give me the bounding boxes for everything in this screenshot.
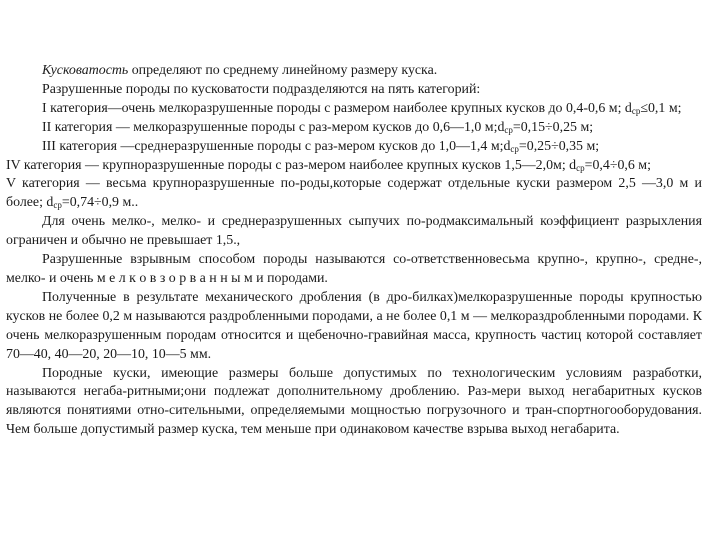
category-3-tail: =0,25÷0,35 м; bbox=[518, 138, 600, 154]
category-4-subscript: ср bbox=[576, 162, 585, 173]
category-4 bbox=[6, 157, 702, 176]
category-3 bbox=[6, 138, 702, 157]
category-2 bbox=[6, 119, 702, 138]
category-3-subscript: ср bbox=[510, 143, 519, 154]
category-4-text: IV категория — крупноразрушенные породы с раз-мером наиболее крупных кусков 1,5—2,0м; d bbox=[6, 157, 577, 173]
paragraph-intro bbox=[6, 62, 702, 81]
paragraph-oversize: Породные куски, имеющие размеры больше допустимых по технологическим условиям разработки, называются негаба-ритными;они подлежат дополнительному дроблению. Раз-мери выход негабаритных кусков являются понятиями отно-сительными, определяемыми мощностью погрузочного и тран-спортногооборудования. Чем больше допустимый размер куска, тем меньше при одинаковом качестве взрыва выход негабарита. bbox=[6, 365, 702, 438]
paragraph-crushing: Полученные в результате механического дробления (в дро-билках)мелкоразрушенные породы крупностью кусков не более 0,2 м называются раздробленными породами, а не более 0,1 м — мелкораздробленными породами. К очень мелкоразрушенным породам относится и щебеночно-гравийная масса, крупность частиц которой составляет 70—40, 40—20, 20—10, 10—5 мм. bbox=[6, 289, 702, 362]
category-2-subscript: ср bbox=[504, 124, 513, 135]
category-1 bbox=[6, 100, 702, 119]
paragraph-intro-text: определяют по среднему линейному размеру куска. bbox=[128, 63, 438, 78]
category-5-text: V категория — весьма крупноразрушенные по-роды,которые содержат отдельные куски размером 2,5 —3,0 м и более; d bbox=[6, 176, 702, 211]
paragraph-categories-intro: Разрушенные породы по кусковатости подразделяются на пять категорий: bbox=[42, 81, 481, 97]
category-5 bbox=[6, 175, 702, 213]
category-1-tail: ≤0,1 м; bbox=[640, 100, 682, 116]
category-1-text: I категория—очень мелкоразрушенные породы с размером наиболее крупных кусков до 0,4-0,6 м; d bbox=[42, 100, 632, 116]
document-page bbox=[6, 62, 702, 440]
category-3-text: III категория —среднеразрушенные породы с раз-мером кусков до 1,0—1,4 м;d bbox=[42, 138, 511, 154]
paragraph-loosening: Для очень мелко-, мелко- и среднеразрушенных сыпучих по-родмаксимальный коэффициент разрыхления ограничен и обычно не превышает 1,5., bbox=[6, 214, 702, 249]
term-kuskovatost: Кусковатость bbox=[42, 63, 129, 78]
category-1-subscript: ср bbox=[631, 105, 641, 116]
category-5-subscript: ср bbox=[53, 200, 62, 211]
paragraph-blasting: Разрушенные взрывным способом породы называются со-ответственновесьма крупно-, крупно-, средне-, мелко- и очень м е л к о в з о р в а н н ы м и породами. bbox=[6, 252, 702, 286]
category-2-tail: =0,15÷0,25 м; bbox=[512, 119, 594, 135]
category-2-text: II категория — мелкоразрушенные породы с раз-мером кусков до 0,6—1,0 м;d bbox=[42, 119, 505, 135]
category-5-tail: =0,74÷0,9 м.. bbox=[61, 195, 139, 211]
category-4-tail: =0,4÷0,6 м; bbox=[584, 157, 651, 173]
